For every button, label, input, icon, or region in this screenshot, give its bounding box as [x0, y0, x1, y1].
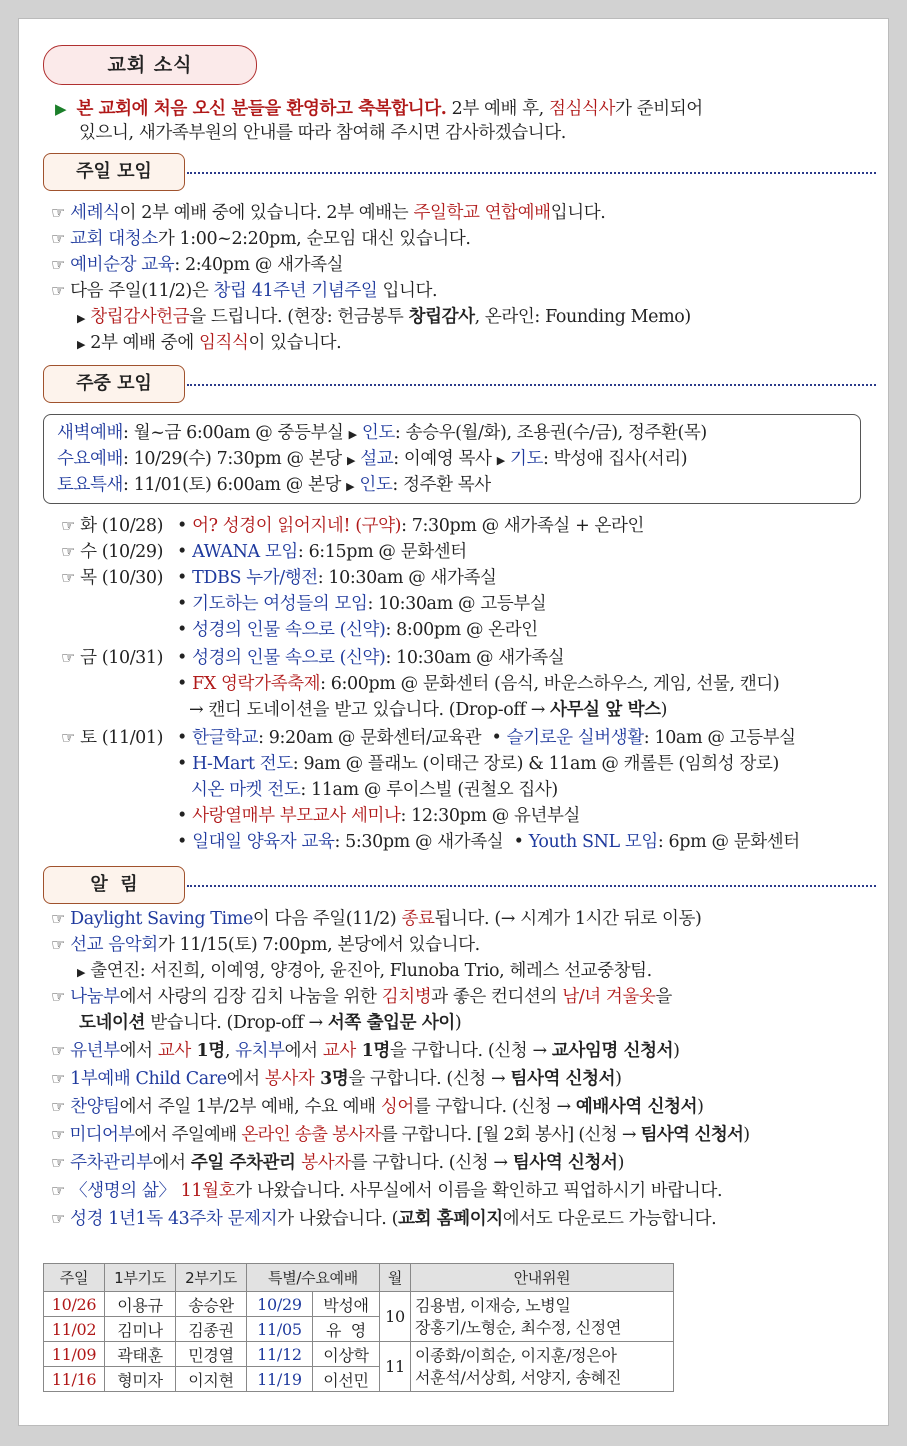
text-segment: 성경의 인물 속으로 (신약) [192, 648, 386, 668]
text-segment: 가 11/15(토) 7:00pm, 본당에서 있습니다. [157, 935, 480, 955]
text-segment: 본 교회에 처음 오신 분들을 환영하고 축복합니다. [76, 99, 447, 119]
text-segment: 교사 [157, 1041, 191, 1061]
day-wed [61, 540, 163, 564]
text-segment: : 12:30pm @ 유년부실 [400, 806, 581, 826]
text-segment: 11/12 [247, 1342, 313, 1367]
text-segment: 설교 [360, 449, 394, 469]
text-segment: 10/26 [44, 1292, 105, 1317]
text-segment: 이 있습니다. [248, 333, 342, 353]
text-segment: 교사 [322, 1041, 356, 1061]
box-line-3 [57, 473, 491, 499]
text-segment: : 10:30am @ 고등부실 [367, 594, 547, 614]
text-segment: 10 [380, 1292, 411, 1342]
text-segment: 에서 [152, 1153, 191, 1173]
text-segment: 봉사자 [301, 1153, 351, 1173]
notice-2 [51, 933, 480, 957]
sunday-item-4 [51, 279, 437, 303]
pointing-hand-icon: ☞ [51, 1153, 65, 1172]
text-segment: 다음 주일(11/2)은 [70, 281, 214, 301]
small-triangle-icon: ▶ [77, 338, 86, 351]
text-segment: : 8:00pm @ 온라인 [385, 620, 538, 640]
text-segment: 창립감사 [408, 307, 475, 327]
thu-item-3: • 성경의 인물 속으로 (신약): 8:00pm @ 온라인 [177, 620, 538, 640]
text-segment: 성경의 인물 속으로 (신약) [192, 620, 386, 640]
text-segment: : 월~금 6:00am @ 중등부실 [123, 423, 349, 443]
text-segment: ) [673, 1041, 680, 1061]
text-segment: 주일학교 연합예배 [413, 203, 551, 223]
section-title-sunday: 주일 모임 [43, 153, 185, 191]
text-segment: 싱어 [380, 1097, 414, 1117]
welcome-line-2: 있으니, 새가족부원의 안내를 따라 참여해 주시면 감사하겠습니다. [79, 123, 566, 143]
notice-1 [51, 907, 701, 931]
text-segment: FX 영락가족축제 [192, 674, 321, 694]
text-segment: 10/29 [247, 1292, 313, 1317]
text-segment: 새벽예배 [57, 423, 124, 443]
text-segment: 에서 [119, 1041, 158, 1061]
text-segment: 김용범, 이재승, 노병일 [415, 1295, 571, 1315]
text-segment: 안내위원 [411, 1264, 674, 1292]
text-segment: 에서 주일예배 [134, 1125, 242, 1145]
text-segment: 장홍기/노형순, 최수정, 신정연 [415, 1317, 622, 1337]
divider [187, 885, 876, 887]
pointing-hand-icon: ☞ [51, 1069, 65, 1088]
sat-item-1: • 한글학교: 9:20am @ 문화센터/교육관 • 슬기로운 실버생활: 10am @ 고등부실 [177, 728, 796, 748]
text-segment: 주일 [44, 1264, 105, 1292]
text-segment: 기도하는 여성들의 모임 [192, 594, 368, 614]
text-segment: 받습니다. (Drop-off → [145, 1013, 328, 1033]
text-segment: 3명 [314, 1069, 349, 1089]
text-segment: : 6:00pm @ 문화센터 (음식, 바운스하우스, 게임, 선물, 캔디) [320, 674, 780, 694]
text-segment: 을 구합니다. (신청 → [389, 1041, 552, 1061]
text-segment: H-Mart 전도 [192, 754, 293, 774]
pointing-hand-icon: ☞ [51, 203, 65, 222]
text-segment: 남/녀 겨울옷 [562, 987, 656, 1007]
text-segment: : 2:40pm @ 새가족실 [174, 255, 344, 275]
text-segment: 11/02 [44, 1317, 105, 1342]
pointing-hand-icon: ☞ [51, 1181, 65, 1200]
thu-item-2: • 기도하는 여성들의 모임: 10:30am @ 고등부실 [177, 594, 547, 614]
notice-6 [51, 1095, 704, 1119]
text-segment: ) [454, 1013, 462, 1033]
section-title-weekday: 주중 모임 [43, 365, 185, 403]
fri-item-3 [189, 698, 667, 722]
sunday-sub-2 [77, 331, 341, 357]
text-segment: 특별/수요예배 [247, 1264, 380, 1292]
sat-item-5: • 일대일 양육자 교육: 5:30pm @ 새가족실 • Youth SNL 모임: 6pm @ 문화센터 [177, 832, 800, 852]
text-segment: : 정주환 목사 [392, 475, 491, 495]
text-segment: 토요특새 [57, 475, 124, 495]
day-tue [61, 514, 163, 538]
text-segment: : 11am @ 루이스빌 (권철오 집사) [300, 780, 558, 800]
wed-item-1: • AWANA 모임: 6:15pm @ 문화센터 [177, 542, 467, 562]
text-segment: 김미나 [105, 1317, 176, 1342]
bulletin-page [18, 18, 889, 1426]
pointing-hand-icon: ☞ [51, 987, 65, 1006]
duty-table [43, 1263, 674, 1392]
pointing-hand-icon: ☞ [51, 935, 65, 954]
notice-9 [51, 1179, 722, 1203]
text-segment: 가 나왔습니다. 사무실에서 이름을 확인하고 픽업하시기 바랍니다. [235, 1181, 723, 1201]
pointing-hand-icon: ☞ [51, 1209, 65, 1228]
small-triangle-icon: ▶ [346, 480, 355, 493]
text-segment: 팀사역 신청서 [512, 1153, 618, 1173]
text-segment: 11월호 [175, 1181, 236, 1201]
text-segment: TDBS 누가/행전 [192, 568, 318, 588]
text-segment: 이 다음 주일(11/2) [252, 909, 402, 929]
notice-4 [51, 1039, 680, 1063]
text-segment: 11 [380, 1342, 411, 1392]
text-segment: 입니다. [550, 203, 606, 223]
text-segment: 토 (11/01) [80, 728, 164, 748]
text-segment: 을 드립니다. (현장: 헌금봉투 [189, 307, 409, 327]
text-segment: 이지현 [176, 1367, 247, 1392]
section-title-notice [43, 866, 185, 904]
text-segment: 한글학교 [192, 728, 259, 748]
text-segment: → 캔디 도네이션을 받고 있습니다. (Drop-off → [189, 700, 551, 720]
text-segment: 일대일 양육자 교육 [192, 832, 335, 852]
text-segment: ) [660, 700, 668, 720]
text-segment: 을 [655, 987, 672, 1007]
text-segment: 도네이션 [79, 1013, 146, 1033]
text-segment: 2부 예배 중에 [90, 333, 199, 353]
text-segment: 2부기도 [176, 1264, 247, 1292]
text-segment: 박성애 [312, 1292, 379, 1317]
sunday-item-1 [51, 201, 605, 225]
text-segment: 를 구합니다. [월 2회 봉사] (신청 → [380, 1125, 641, 1145]
text-segment: 나눔부 [70, 987, 120, 1007]
text-segment: 11/19 [247, 1367, 313, 1392]
text-segment: 창립감사헌금 [90, 307, 190, 327]
text-segment: 세례식 [70, 203, 120, 223]
text-segment: 교회 홈페이지 [398, 1209, 503, 1229]
text-segment: 를 구합니다. (신청 → [350, 1153, 513, 1173]
text-segment: ) [617, 1153, 624, 1173]
text-segment: Daylight Saving Time [70, 909, 253, 929]
text-segment: 온라인 송출 봉사자 [241, 1125, 381, 1145]
text-segment: 〈생명의 삶〉 [70, 1181, 176, 1201]
notice-3-cont [79, 1011, 461, 1035]
fri-item-1: • 성경의 인물 속으로 (신약): 10:30am @ 새가족실 [177, 648, 565, 668]
text-segment: 을 구합니다. (신청 → [348, 1069, 511, 1089]
text-segment: 1명 [355, 1041, 390, 1061]
text-segment: : 9:20am @ 문화센터/교육관 [258, 728, 487, 748]
text-segment: 에서 주일 1부/2부 예배, 수요 예배 [119, 1097, 381, 1117]
pointing-hand-icon: ☞ [61, 542, 75, 561]
text-segment: 가 준비되어 [615, 99, 703, 119]
text-segment: 월 [380, 1264, 411, 1292]
text-segment: 에서 [284, 1041, 323, 1061]
notice-3 [51, 985, 672, 1009]
pointing-hand-icon: ☞ [61, 516, 75, 535]
text-segment: : 이예영 목사 [393, 449, 497, 469]
text-segment: 입니다. [377, 281, 438, 301]
sat-item-2: • H-Mart 전도: 9am @ 플래노 (이태근 장로) & 11am @ 캐롤튼 (임희성 장로) [177, 754, 779, 774]
divider [187, 384, 876, 386]
text-segment: 이용규 [105, 1292, 176, 1317]
text-segment: 기도 [509, 449, 543, 469]
notice-8 [51, 1151, 624, 1175]
text-segment: 교사임명 신청서 [551, 1041, 674, 1061]
text-segment: 에서도 다운로드 가능합니다. [502, 1209, 717, 1229]
sat-item-3 [191, 778, 558, 802]
text-segment: 주일 주차관리 [190, 1153, 302, 1173]
text-segment: Youth SNL 모임 [528, 832, 658, 852]
pointing-hand-icon: ☞ [51, 255, 65, 274]
text-segment: 를 구합니다. (신청 → [413, 1097, 576, 1117]
text-segment: 이 2부 예배 중에 있습니다. 2부 예배는 [119, 203, 414, 223]
day-sat [61, 726, 163, 750]
text-segment: : 10/29(수) 7:30pm @ 본당 [123, 449, 347, 469]
text-segment: , 온라인: Founding Memo) [474, 307, 691, 327]
text-segment: : 6:15pm @ 문화센터 [297, 542, 467, 562]
pointing-hand-icon: ☞ [51, 229, 65, 248]
sunday-item-2 [51, 227, 471, 251]
text-segment: 11/05 [247, 1317, 313, 1342]
text-segment: 곽태훈 [105, 1342, 176, 1367]
small-triangle-icon: ▶ [77, 966, 86, 979]
text-segment: 사랑열매부 부모교사 세미나 [192, 806, 401, 826]
text-segment: 유년부 [70, 1041, 120, 1061]
pointing-hand-icon: ☞ [51, 1097, 65, 1116]
text-segment: : 6pm @ 문화센터 [657, 832, 800, 852]
text-segment: 형미자 [105, 1367, 176, 1392]
text-segment: 1명 [190, 1041, 225, 1061]
text-segment: 팀사역 신청서 [640, 1125, 744, 1145]
text-segment: 이선민 [312, 1367, 379, 1392]
pointing-hand-icon: ☞ [51, 909, 65, 928]
text-segment: AWANA 모임 [192, 542, 298, 562]
text-segment: 김치병 [381, 987, 432, 1007]
text-segment: 2부 예배 후, [446, 99, 549, 119]
text-segment: 찬양팀 [70, 1097, 120, 1117]
table-header-row [44, 1264, 674, 1292]
green-triangle-icon: ▶ [55, 100, 67, 118]
text-segment: 1부기도 [105, 1264, 176, 1292]
text-segment: 됩니다. (→ 시계가 1시간 뒤로 이동) [434, 909, 702, 929]
box-line-1 [57, 421, 707, 447]
text-segment: 목 (10/30) [80, 568, 164, 588]
text-segment: 가 나왔습니다. ( [277, 1209, 399, 1229]
text-segment: , [224, 1041, 236, 1061]
text-segment: 미디어부 [69, 1125, 135, 1145]
text-segment: 창립 41주년 기념주일 [213, 281, 378, 301]
text-segment: 서쪽 출입문 사이 [327, 1013, 455, 1033]
text-segment: 이상학 [312, 1342, 379, 1367]
text-segment: 시온 마켓 전도 [191, 780, 301, 800]
text-segment: 성경 1년1독 43주차 문제지 [70, 1209, 278, 1229]
text-segment: ) [697, 1097, 704, 1117]
fri-item-2: • FX 영락가족축제: 6:00pm @ 문화센터 (음식, 바운스하우스, 게임, 선물, 캔디) [177, 674, 780, 694]
text-segment: 예비순장 교육 [70, 255, 175, 275]
text-segment: : 박성애 집사(서리) [542, 449, 688, 469]
text-segment: : 9am @ 플래노 (이태근 장로) & 11am @ 캐롤튼 (임희성 장로) [292, 754, 779, 774]
text-segment: 인도 [361, 423, 395, 443]
text-segment: 교회 대청소 [70, 229, 158, 249]
text-segment: 선교 음악회 [70, 935, 158, 955]
text-segment: 금 (10/31) [80, 648, 164, 668]
text-segment: 예배사역 신청서 [575, 1097, 698, 1117]
small-triangle-icon: ▶ [346, 454, 356, 467]
text-segment: 1부예배 Child Care [70, 1069, 227, 1089]
text-segment: 봉사자 [264, 1069, 315, 1089]
text-segment: 유치부 [235, 1041, 285, 1061]
text-segment: 사무실 앞 박스 [550, 700, 661, 720]
small-triangle-icon: ▶ [348, 428, 357, 441]
text-segment: : 10am @ 고등부실 [643, 728, 796, 748]
text-segment: : 7:30pm @ 새가족실 + 온라인 [401, 516, 645, 536]
text-segment: : 11/01(토) 6:00am @ 본당 [123, 475, 347, 495]
text-segment: 화 (10/28) [80, 516, 164, 536]
text-segment: 가 1:00~2:20pm, 순모임 대신 있습니다. [157, 229, 471, 249]
text-segment: : 송승우(월/화), 조용권(수/금), 정주환(목) [394, 423, 707, 443]
text-segment: 송승완 [176, 1292, 247, 1317]
notice-5 [51, 1067, 622, 1091]
text-segment: 어? 성경이 읽어지네! (구약) [192, 516, 402, 536]
pointing-hand-icon: ☞ [51, 281, 65, 300]
text-segment: 김종권 [176, 1317, 247, 1342]
table-row [44, 1292, 674, 1317]
pointing-hand-icon: ☞ [61, 728, 75, 747]
text-segment: 주차관리부 [70, 1153, 153, 1173]
table-row [44, 1342, 674, 1367]
welcome-line-1 [55, 97, 703, 121]
text-segment: 11/16 [44, 1367, 105, 1392]
notice-2-sub [77, 959, 652, 985]
tue-item-1: • 어? 성경이 읽어지네! (구약): 7:30pm @ 새가족실 + 온라인 [177, 516, 645, 536]
notice-7 [51, 1123, 749, 1147]
text-segment: 에서 [226, 1069, 265, 1089]
small-triangle-icon: ▶ [496, 454, 505, 467]
text-segment: ) [743, 1125, 750, 1145]
text-segment: 11/09 [44, 1342, 105, 1367]
text-segment: 점심식사 [549, 99, 616, 119]
text-segment: 슬기로운 실버생활 [506, 728, 644, 748]
text-segment: 수요예배 [57, 449, 124, 469]
text-segment: 수 (10/29) [80, 542, 164, 562]
page-title: 교회 소식 [43, 45, 257, 85]
text-segment: 유 영 [312, 1317, 379, 1342]
day-thu [61, 566, 163, 590]
text-segment: 알 림 [90, 874, 138, 895]
day-fri [61, 646, 163, 670]
text-segment: 이종화/이희순, 이지훈/정은아 [415, 1345, 617, 1365]
text-segment: 팀사역 신청서 [510, 1069, 616, 1089]
text-segment: : 10:30am @ 새가족실 [317, 568, 497, 588]
small-triangle-icon: ▶ [77, 312, 86, 325]
sunday-item-3 [51, 253, 343, 277]
pointing-hand-icon: ☞ [51, 1125, 65, 1144]
text-segment: 서훈석/서상희, 서양지, 송혜진 [415, 1367, 622, 1387]
text-segment: 임직식 [198, 333, 249, 353]
pointing-hand-icon: ☞ [61, 648, 75, 667]
text-segment: 과 좋은 컨디션의 [431, 987, 563, 1007]
text-segment: 출연진: 서진희, 이예영, 양경아, 윤진아, Flunoba Trio, 헤레스 선교중창팀. [90, 961, 652, 981]
sunday-sub-1 [77, 305, 691, 331]
text-segment: 인도 [359, 475, 393, 495]
pointing-hand-icon: ☞ [61, 568, 75, 587]
text-segment: 민경열 [176, 1342, 247, 1367]
notice-10 [51, 1207, 716, 1231]
box-line-2 [57, 447, 687, 473]
thu-item-1: • TDBS 누가/행전: 10:30am @ 새가족실 [177, 568, 497, 588]
text-segment: : 10:30am @ 새가족실 [385, 648, 565, 668]
pointing-hand-icon: ☞ [51, 1041, 65, 1060]
text-segment: 종료 [401, 909, 435, 929]
divider [187, 172, 876, 174]
text-segment: ) [615, 1069, 622, 1089]
text-segment: 에서 사랑의 김장 김치 나눔을 위한 [119, 987, 382, 1007]
sat-item-4: • 사랑열매부 부모교사 세미나: 12:30pm @ 유년부실 [177, 806, 581, 826]
text-segment: : 5:30pm @ 새가족실 [334, 832, 509, 852]
